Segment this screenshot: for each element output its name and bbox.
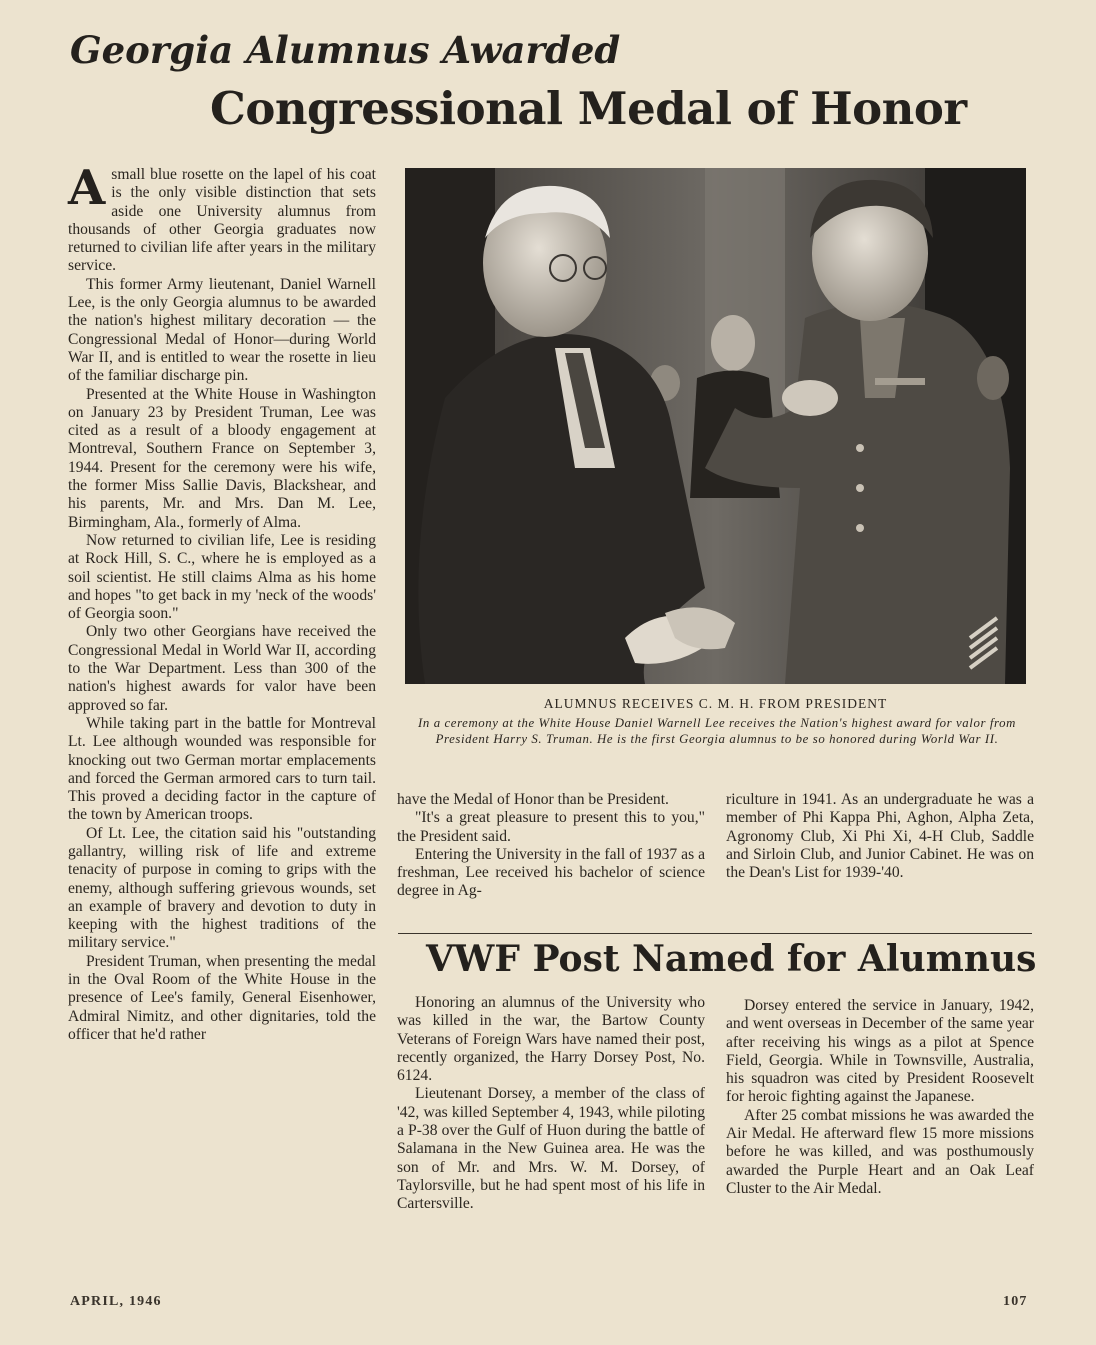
article-paragraph — [68, 160, 376, 276]
photo-caption-title: ALUMNUS RECEIVES C. M. H. FROM PRESIDENT — [543, 696, 888, 711]
vwf-paragraph: Honoring an alumnus of the University who was killed in the war, the Bartow County Veterans of Foreign Wars have named their post, recently organized, the Harry Dorsey Post, No. 6124. — [397, 994, 705, 1085]
vwf-headline: VWF Post Named for Alumnus — [426, 938, 1037, 980]
vwf-column-left — [397, 994, 705, 1214]
photo-caption-text: In a ceremony at the White House Daniel Warnell Lee receives the Nation's highest award for valor from President Harry S. Truman. He is the first Georgia alumnus to be so honored during World War II. — [418, 716, 1016, 746]
vwf-paragraph: Dorsey entered the service in January, 1942, and went overseas in December of the same year after receiving his wings as a pilot at Spence Field, Georgia. While in Townsville, Australia, his squadron was cited by President Roosevelt for heroic fighting against the Japanese. — [726, 997, 1034, 1106]
ceremony-photo-illustration — [405, 168, 1026, 684]
article-paragraph: While taking part in the battle for Montreval Lt. Lee although wounded was responsible for knocking out two German mortar emplacements and forced the German armored cars to turn tail. This proved a deciding factor in the capture of the town by American troops. — [68, 714, 376, 824]
footer-date: APRIL, 1946 — [70, 1294, 162, 1309]
vwf-column-right — [726, 997, 1034, 1198]
article-paragraph: riculture in 1941. As an undergraduate he was a member of Phi Kappa Phi, Aghon, Alpha Zeta, Agronomy Club, Xi Phi Xi, 4-H Club, Saddle and Sirloin Club, and Junior Cabinet. He was on the Dean's List for 1939-'40. — [726, 791, 1034, 882]
article-paragraph: President Truman, when presenting the medal in the Oval Room of the White House in the presence of Lee's family, General Eisenhower, Admiral Nimitz, and other dignitaries, told the officer that he'd rather — [68, 952, 376, 1043]
page-number: 107 — [1003, 1294, 1028, 1309]
article-kicker: Georgia Alumnus Awarded — [70, 28, 621, 72]
article-paragraph: have the Medal of Honor than be President. — [397, 791, 669, 808]
article-paragraph: Presented at the White House in Washington on January 23 by President Truman, Lee was cited as a result of a bloody engagement at Montreval, Southern France on September 3, 1944. Present for the ceremony were his wife, the former Miss Sallie Davis, Blackshear, and his parents, Mr. and Mrs. Dan M. Lee, Birmingham, Ala., formerly of Alma. — [68, 385, 376, 531]
article-paragraph: Entering the University in the fall of 1937 as a freshman, Lee received his bachelor of science degree in Ag- — [397, 845, 705, 900]
article-paragraph: Now returned to civilian life, Lee is residing at Rock Hill, S. C., where he is employed as a soil scientist. He still claims Alma as his home and hopes "to get back in my 'neck of the woods' of Georgia soon." — [68, 531, 376, 623]
article-paragraph: This former Army lieutenant, Daniel Warnell Lee, is the only Georgia alumnus to be awarded the nation's highest military decoration — the Congressional Medal of Honor—during World War II, and is entitled to wear the rosette in lieu of the familiar discharge pin. — [68, 275, 376, 385]
ceremony-photo — [405, 168, 1026, 684]
vwf-paragraph: Lieutenant Dorsey, a member of the class of '42, was killed September 4, 1943, while piloting a P-38 over the Gulf of Huon during the battle of Salamana in the New Guinea area. He was the son of Mr. and Mrs. W. M. Dorsey, of Taylorsville, but he had spent most of his life in Cartersville. — [397, 1085, 705, 1213]
article-paragraph: "It's a great pleasure to present this to you," the President said. — [397, 809, 705, 845]
article-headline: Congressional Medal of Honor — [210, 82, 967, 135]
article-paragraph-text: small blue rosette on the lapel of his coat is the only visible distinction that sets aside one University alumnus from thousands of other Georgia graduates now returned to civilian life after years in the military service. — [68, 166, 376, 275]
article-paragraph: Only two other Georgians have received the Congressional Medal in World War II, according to the War Department. Less than 300 of the nation's highest awards for valor have been approved so far. — [68, 623, 376, 714]
article-column-main — [68, 160, 376, 1044]
article-column-middle — [397, 791, 705, 901]
drop-cap: A — [68, 160, 106, 216]
article-column-right — [726, 791, 1034, 882]
section-divider — [398, 933, 1032, 934]
vwf-paragraph: After 25 combat missions he was awarded the Air Medal. He afterward flew 15 more missions before he was killed, and was posthumously awarded the Purple Heart and an Oak Leaf Cluster to the Air Medal. — [726, 1106, 1034, 1197]
article-paragraph: Of Lt. Lee, the citation said his "outstanding gallantry, willing risk of life and extreme tenacity of purpose in coming to grips with the enemy, although suffering grievous wounds, set an example of bravery and devotion to duty in keeping with the highest traditions of the military service." — [68, 824, 376, 952]
